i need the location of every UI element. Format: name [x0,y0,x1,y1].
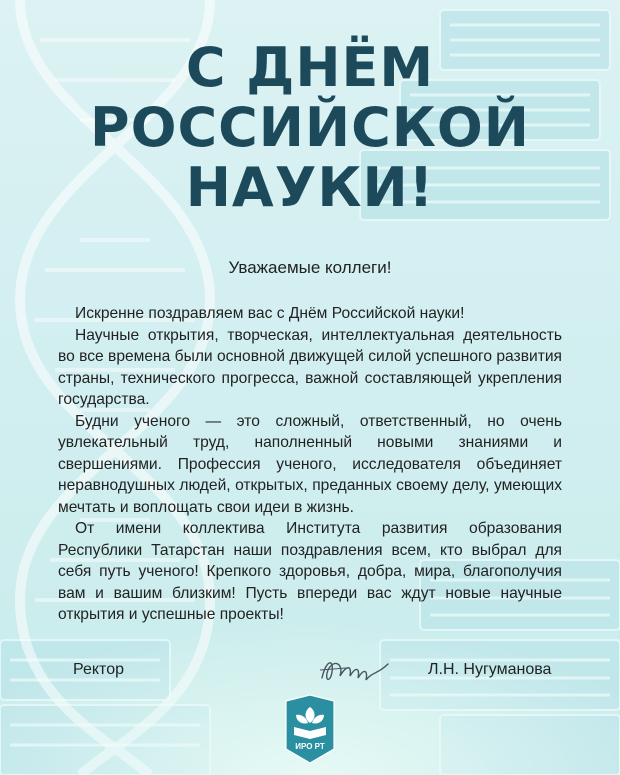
title-line-3: НАУКИ! [185,156,435,219]
title-line-1: С ДНЁМ [185,36,435,99]
paragraph-3: Будни ученого — это сложный, ответственный, но очень увлекательный труд, наполненный новыми знаниями и свершениями. Профессия ученого, исследователя объединяет неравнодушных людей, открытых, преданных своему делу, умеющих мечтать и воплощать свои идеи в жизнь. [58,412,562,516]
page-title [0,38,620,218]
signatory-name: Л.Н. Нугуманова [428,661,552,678]
letter-body [58,303,562,626]
title-line-2: РОССИЙСКОЙ [90,96,530,159]
handwritten-signature [316,650,396,690]
paragraph-1: Искренне поздравляем вас с Днём Российской науки! [75,305,465,322]
iro-rt-logo [282,693,338,769]
signatory-role: Ректор [73,661,124,678]
paragraph-2: Научные открытия, творческая, интеллектуальная деятельность во все времена были основной движущей силой успешного развития страны, технического прогресса, важной составляющей укрепления государства. [58,326,562,408]
logo-label: ИРО РТ [295,742,325,751]
paragraph-4: От имени коллектива Института развития образования Республики Татарстан наши поздравления всем, кто выбрал для себя путь ученого! Крепкого здоровья, добра, мира, благополучия вам и вашим близким! Пусть впереди вас ждут новые научные открытия и успешные проекты! [58,520,562,623]
greeting: Уважаемые коллеги! [228,258,392,277]
